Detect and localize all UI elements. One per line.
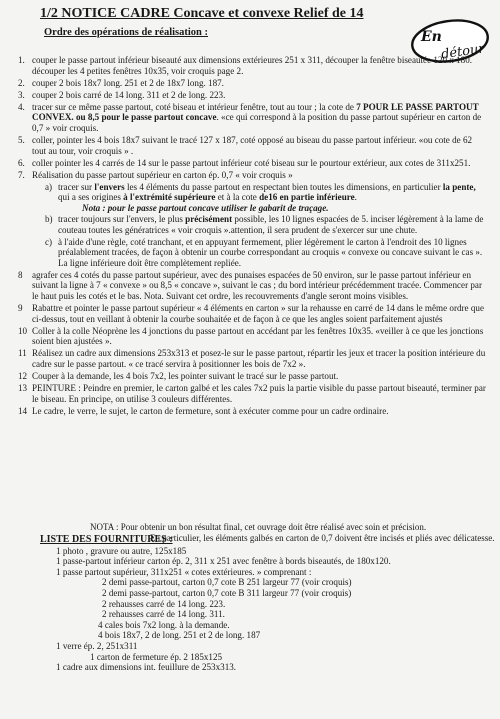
step-number: 5. bbox=[18, 135, 25, 146]
supply-line: 2 rehausses carré de 14 long. 311. bbox=[102, 609, 225, 620]
step-text: Couper à la demande, les 4 bois 7x2, les pointer suivant le tracé sur le passe partout. bbox=[32, 371, 339, 382]
page-subtitle: Ordre des opérations de réalisation : bbox=[44, 27, 209, 38]
supply-line: 1 cadre aux dimensions int. feuillure de 253x313. bbox=[56, 662, 237, 673]
nota-gabarit: Nota : pour le passe partout concave utiliser le gabarit de traçage. bbox=[82, 202, 329, 213]
nota-line: NOTA : Pour obtenir un bon résultat final, cet ouvrage doit être réalisé avec soin et précision. bbox=[90, 522, 427, 532]
step-14 bbox=[18, 406, 486, 417]
operations-list bbox=[18, 55, 486, 418]
step-1 bbox=[18, 55, 486, 76]
logo-text-top: En bbox=[421, 29, 442, 45]
supply-line: 2 demi passe-partout, carton 0,7 cote B 311 largeur 77 (voir croquis) bbox=[102, 587, 352, 598]
step-text: couper le passe partout inférieur biseauté aux dimensions extérieures 251 x 311, découper la fenêtre biseautée 120 x 180. découper les 4 petites fenêtres 10x35, voir croquis page 2. bbox=[32, 55, 473, 76]
step-10 bbox=[18, 326, 486, 347]
step-number: 9 bbox=[18, 303, 23, 314]
step-9 bbox=[18, 303, 486, 324]
step-number: 7. bbox=[18, 169, 25, 180]
supply-line: 4 cales bois 7x2 long. à la demande. bbox=[98, 619, 230, 630]
substep-text-bold: la pente, bbox=[442, 181, 476, 192]
step-12 bbox=[18, 371, 486, 382]
substep-text-bold: de16 en partie inférieure bbox=[259, 192, 355, 203]
substep-text-bold: l'envers bbox=[94, 181, 125, 192]
step-number: 6. bbox=[18, 157, 25, 168]
supply-line: 4 bois 18x7, 2 de long. 251 et 2 de long. 187 bbox=[98, 630, 261, 641]
substep-letter: a) bbox=[45, 181, 53, 192]
substep-b bbox=[32, 214, 486, 235]
substep-text-bold: précisément bbox=[185, 214, 233, 225]
step-number: 11 bbox=[18, 348, 27, 359]
step-5 bbox=[18, 135, 486, 156]
step-text: Réalisez un cadre aux dimensions 253x313 et posez-le sur le passe partout, répartir les jeux et tracer la position intérieure du cadre sur le passe partout. « ce tracé servira à positionner les bois de 7x2 ». bbox=[32, 348, 486, 370]
step-number: 2. bbox=[18, 77, 25, 88]
step-7 bbox=[18, 170, 486, 268]
supplies-heading: LISTE DES FOURNITURES : bbox=[40, 534, 173, 545]
step-number: 8 bbox=[18, 269, 23, 280]
substep-text: tracer toujours sur l'envers, le plus bbox=[58, 214, 186, 225]
step-2 bbox=[18, 78, 486, 89]
substep-text: les 4 éléments du passe partout en respectant bien toutes les dimensions, en particulier bbox=[124, 181, 443, 192]
step-text: agrafer ces 4 cotés du passe partout supérieur, avec des punaises espacées de 50 environ, sur le passe partout inférieur en suivant la ligne à 7 « convexe » ou 8,5 « concave », suivant le cas ; du bord intérieur précédemment tracée. Commencer par le haut puis les cotés et le bas. Nota. Suivant cet ordre, les recouvrements d'angle seront moins visibles. bbox=[32, 269, 482, 301]
substep-text: à l'aide d'une règle, coté tranchant, et en appuyant fermement, plier légèrement le carton à l'endroit des 10 lignes préalablement tracées, de façon à obtenir un courbe correspondant au croquis « convexe ou concave suivant le cas ». La ligne inférieure doit être complètement repliée. bbox=[58, 236, 483, 268]
supply-line: 1 photo , gravure ou autre, 125x185 bbox=[56, 545, 187, 556]
step-text: Rabattre et pointer le passe partout supérieur « 4 éléments en carton » sur la rehausse en carré de 14 dans le même ordre que ci-dessus, tout en veillant à obtenir la courbe souhaitée et de façon à ce que les angles soient parfaitement ajustés bbox=[32, 303, 484, 324]
substep-letter: c) bbox=[45, 236, 53, 247]
step-text: Réalisation du passe partout supérieur en carton ép. 0,7 « voir croquis » bbox=[32, 169, 293, 180]
substep-c bbox=[32, 237, 486, 269]
step-6 bbox=[18, 158, 486, 169]
page-title: 1/2 NOTICE CADRE Concave et convexe Relief de 14 bbox=[40, 6, 364, 21]
supply-line: 2 demi passe-partout, carton 0,7 cote B 251 largeur 77 (voir croquis) bbox=[102, 577, 352, 588]
supply-line: 2 rehausses carré de 14 long. 223. bbox=[102, 598, 226, 609]
substep-a bbox=[32, 182, 486, 214]
step-number: 4. bbox=[18, 101, 25, 112]
substep-letter: b) bbox=[45, 214, 53, 225]
step-number: 12 bbox=[18, 371, 28, 382]
supply-line: 1 verre ép. 2, 251x311 bbox=[56, 640, 138, 651]
step-text: coller, pointer les 4 bois 18x7 suivant le tracé 127 x 187, coté opposé au biseau du passe partout inférieur. «ou cote de 62 tout au tour, voir croquis » . bbox=[32, 135, 473, 156]
supplies-list bbox=[40, 532, 495, 673]
substep-text: possible, les 10 lignes espacées de 5. inciser légèrement à la lame de couteau toutes les génératrices « voir croquis ».attention, il sera prudent de s'exercer sur une chute. bbox=[58, 214, 484, 235]
step-4 bbox=[18, 102, 486, 134]
step-number: 13 bbox=[18, 383, 28, 394]
step-text: couper 2 bois 18x7 long. 251 et 2 de 18x7 long. 187. bbox=[32, 77, 224, 88]
substep-text: et à la cote bbox=[215, 192, 260, 203]
substep-text-bold: à l'extrémité supérieure bbox=[123, 192, 216, 203]
step-number: 3. bbox=[18, 89, 25, 100]
supply-line: 1 passe-partout inférieur carton ép. 2, 311 x 251 avec fenêtre à bords biseautés, de 180x120. bbox=[56, 556, 391, 567]
step-number: 1. bbox=[18, 55, 25, 65]
step-8 bbox=[18, 270, 486, 302]
step-text: PEINTURE : Peindre en premier, le carton galbé et les cales 7x2 puis la partie visible du passe partout biseauté, terminer par le biseau. En principe, on utilise 3 couleurs différentes. bbox=[32, 383, 486, 404]
supply-line: 1 passe partout supérieur, 311x251 « cotes extérieures. » comprenant : bbox=[56, 566, 312, 577]
step-number: 10 bbox=[18, 325, 28, 336]
step-13 bbox=[18, 383, 486, 404]
substep-text: tracer sur bbox=[58, 181, 95, 192]
logo-text-bottom: détour bbox=[440, 41, 486, 63]
step-number: 14 bbox=[18, 405, 28, 416]
supply-line: 1 carton de fermeture ép. 2 185x125 bbox=[90, 651, 223, 662]
substep-text: . bbox=[354, 192, 357, 203]
step-text: tracer sur ce même passe partout, coté biseau et intérieur fenêtre, tout au tour ; la cote de bbox=[32, 101, 357, 112]
step-text: Le cadre, le verre, le sujet, le carton de fermeture, sont à exécuter comme pour un cadre ordinaire. bbox=[32, 405, 389, 416]
step-text: coller pointer les 4 carrés de 14 sur le passe partout inférieur coté biseau sur le pourtour extérieur, aux cotes de 311x251. bbox=[32, 157, 471, 168]
step-3 bbox=[18, 90, 486, 101]
step-11 bbox=[18, 348, 486, 369]
step-text: . «ce qui correspond à la position du passe partout supérieur en carton de 0,7 » voir croquis. bbox=[32, 112, 482, 134]
substep-text: qui a ses origines bbox=[58, 192, 124, 203]
nota-line: En particulier, les éléments galbés en carton de 0,7 doivent être incisés et pliés avec délicatesse. bbox=[150, 532, 495, 543]
step-text: Coller à la colle Néoprène les 4 jonctions du passe partout en accédant par les fenêtres 10x35. «veiller à ce que les jonctions soient bien ajustées ». bbox=[32, 325, 484, 347]
step-text-bold: 7 POUR LE PASSE PARTOUT CONVEX. ou 8,5 pour le passe partout concave bbox=[32, 101, 479, 123]
step-text: couper 2 bois carré de 14 long. 311 et 2 de long. 223. bbox=[32, 89, 226, 100]
